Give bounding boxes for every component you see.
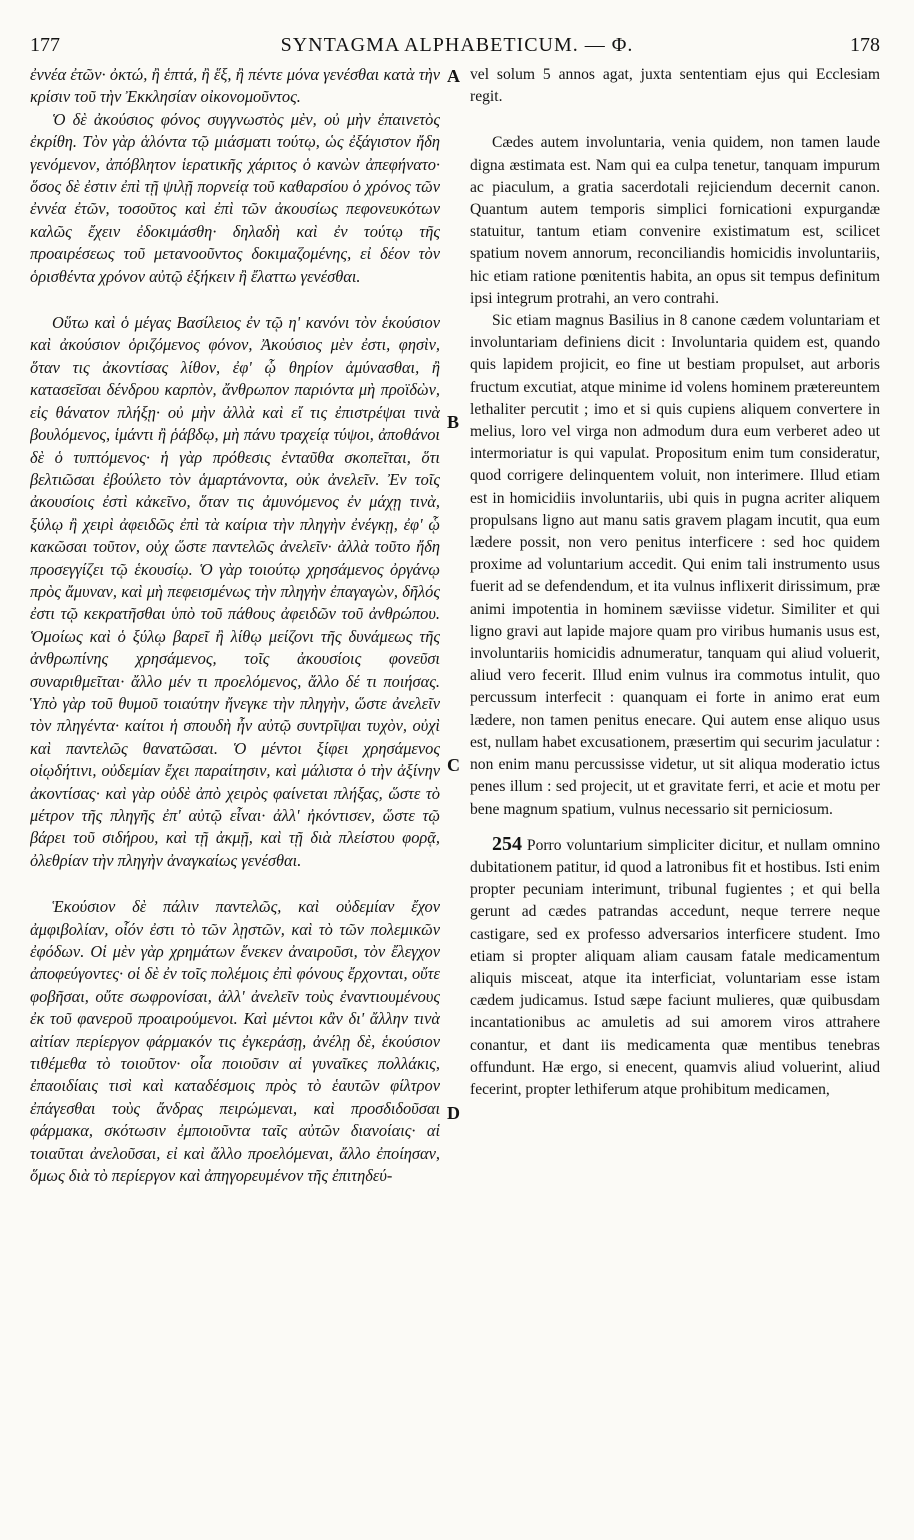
greek-paragraph: ἐννέα ἐτῶν· ὀκτώ, ἢ ἑπτά, ἢ ἕξ, ἢ πέντε μόνα γενέσθαι κατὰ τὴν κρίσιν τοῦ τὴν Ἐκκλησίαν οἰκονομοῦντος.	[30, 65, 440, 107]
section-number: 254	[492, 832, 522, 855]
latin-paragraph: Cædes autem involuntaria, venia quidem, non tamen laude digna æstimata est. Nam qui ea culpa tenetur, tanquam impurum ac piaculum, a gratia sacerdotali rejiciendum decernit canon. Quantum autem temporis simplici fornicationi expurgandæ statuitur, tantum etiam convenire existimatum est, scilicet spatium novem annorum, reconciliandis homicidis involuntariis, hic etiam ratione pœnitentis habita, an opus sit tempus definitum ipsi integrum protrahi, an vero contrahi.	[470, 134, 880, 307]
latin-paragraph: Porro voluntarium simpliciter dicitur, et nullam omnino dubitationem patitur, id quod a latronibus fit et hostibus. Isti enim propter pecuniam interimunt, tribunal fugientes ; et qui bella gerunt ad cædes patrandas accedunt, neque terrere neque castigare, sed ex professo adversarios interficere student. Imo etiam si propter aliquam aliam causam fatale medicamentum aliquis misceat, atque ita interficiat, voluntariam esse istam cædem judicamus. Istud sæpe faciunt mulieres, quæ quibusdam incantationibus ac amuletis ad sui amorem viros attrahere conantur, et dant iis medicamenta quæ mentibus tenebras offundunt. Hæ ergo, si enecent, quamvis aliud voluerint, aliud fecerint, propter lethiferum atque prohibitum medicamen,	[470, 836, 880, 1098]
margin-letter-c: C	[447, 755, 460, 775]
latin-paragraph-with-section	[470, 833, 880, 1101]
page-number-right: 178	[850, 34, 880, 56]
greek-paragraph: Οὕτω καὶ ὁ μέγας Βασίλειος ἐν τῷ η' κανόνι τὸν ἑκούσιον καὶ ἀκούσιον ὁριζόμενος φόνον, Ἀκούσιος μὲν ἐστι, φησὶν, ὅταν τις ἀκοντίσας λίθον, ἐφ' ᾧ θηρίον ἀμύνασθαι, ἢ κατασεῖσαι δένδρου καρπὸν, ἄνθρωπον παριόντα μὴ προϊδὼν, εἰς θάνατον πλήξῃ· οὐ μὴν ἀλλὰ καὶ εἴ τις ἐπιστρέψαι τινὰ βουλόμενος, ἱμάντι ἢ ῥάβδῳ, μὴ πάνυ τραχείᾳ τύψοι, ἀποθάνοι δὲ ὁ τυπτόμενος· ἡ γὰρ πρόθεσις ἐνταῦθα σκοπεῖται, ὅτι βελτιῶσαι ἐβούλετο τὸν ἁμαρτάνοντα, οὐκ ἀνελεῖν. Ἐν τοῖς ἀκουσίοις ἐστὶ κἀκεῖνο, ὅταν τις ἀμυνόμενος ἐν μάχῃ τινὰ, ξύλῳ ἢ χειρὶ ἀφειδῶς ἐπὶ τὰ καίρια τὴν πληγὴν ἐνέγκῃ, ἐφ' ᾧ κακῶσαι τοῦτον, οὐχ ὥστε παντελῶς ἀνελεῖν· ἀλλὰ τοῦτο ἤδη προσεγγίζει τῷ ἑκουσίῳ. Ὁ γὰρ τοιούτῳ χρησάμενος ὀργάνῳ πρὸς ἄμυναν, καὶ μὴ πεφεισμένως τὴν πληγὴν ἐπαγαγὼν, δῆλός ἐστι τῷ κεκρατῆσθαι ὑπὸ τοῦ πάθους ἀφειδῶν τοῦ ἀνθρώπου. Ὁμοίως καὶ ὁ ξύλῳ βαρεῖ ἢ λίθῳ μείζονι τῆς δυνάμεως τῆς ἀνθρωπίνης χρησάμενος, τοῖς ἀκουσίοις φονεῦσι συναριθμεῖται· ἄλλο μέν τι προελόμενος, ἄλλο δέ τι ποιήσας. Ὑπὸ γὰρ τοῦ θυμοῦ τοιαύτην ἤνεγκε τὴν πληγὴν, ὥστε ἀνελεῖν τὸν πληγέντα· καίτοι ἡ σπουδὴ ἦν αὐτῷ συντρῖψαι τυχὸν, οὐχὶ καὶ παντελῶς θανατῶσαι. Ὁ μέντοι ξίφει χρησάμενος οἱῳδήτινι, οὐδεμίαν ἔχει παραίτησιν, καὶ μάλιστα ὁ τὴν ἀξίνην ἀκοντίσας· καὶ γὰρ οὐδὲ ἀπὸ χειρὸς φαίνεται πλήξας, ὥστε τὸ μέτρον τῆς πληγῆς ἐπ' αὐτῷ εἶναι· ἀλλ' ἠκόντισεν, ὥστε τῷ βάρει τοῦ σιδήρου, καὶ τῇ ἀκμῇ, καὶ τῇ διὰ πλείστου φορᾷ, ὀλεθρίαν τὴν πληγὴν ἀναγκαίως γενέσθαι.	[30, 313, 440, 870]
margin-letter-b: B	[447, 412, 460, 432]
running-title: SYNTAGMA ALPHABETICUM. — Φ.	[280, 34, 634, 56]
page-number-left: 177	[30, 34, 60, 56]
latin-paragraph: Sic etiam magnus Basilius in 8 canone cædem voluntariam et involuntariam definiens dicit : Involuntaria quidem est, quando quis lapidem projicit, eo fine ut bestiam propulset, aut arboris fructum excutiat, atque minime id volens hominem prætereuntem lethaliter percutit ; imo et si quis cupiens aliquem convertere in melius, loro vel virga non admodum dura eum verberet adeo ut intermoriatur is qui vapulat. Propositum enim tum consideratur, quod corrigere delinquentem voluit, non interimere. Illud etiam est in homicidiis involuntariis, ubi quis in pugna acriter aliquem propulsans ligno aut manu satis gravem plagam incutit, qua eum lædere possit, non vero penitus interficere : sed hoc quidem proxime ad voluntarium accedit. Qui enim tali instrumento usus fuerit ad se defendendum, et ita vulnus inflixerit dirissimum, præ animi impotentia in hominem sæviisse videtur. Similiter et qui ligno gravi aut lapide majore quam pro viribus humanis usus est, involuntariis homicidis adnumeratur, tanquam qui aliud voluerit, aliud vero fecerit. Illud enim vulnus ira commotus intulit, quo percussum interfecit : quanquam ei forte in animo erat eum lædere, non tamen penitus enecare. Qui autem ense aliquo usus est, nullam habet excusationem, præsertim qui securim jaculatur : non enim manu percussisse videtur, ut sit aliqua moderatio ictus penes illum : sed projecit, ut et gravitate ferri, et acie et motu per bene magnum spatium, vulnus necessario sit perniciosum.	[470, 312, 880, 818]
greek-column	[30, 64, 440, 1530]
greek-paragraph: Ὁ δὲ ἀκούσιος φόνος συγγνωστὸς μὲν, οὐ μὴν ἐπαινετὸς ἐκρίθη. Τὸν γὰρ ἁλόντα τῷ μιάσματι τούτῳ, ὡς ἐξάγιστον ἤδη γενόμενον, ἀπόβλητον ἱερατικῆς χάριτος ὁ κανὼν ἀπεφήνατο· ὅσος δὲ ἐστιν ἐπὶ τῇ ψιλῇ πορνείᾳ τοῦ καθαρσίου ὁ χρόνος τῶν ἐννέα ἐτῶν, τοσοῦτος καὶ ἐπὶ τῶν ἀκουσίως πεφονευκότων καλῶς ἔχειν ἐδοκιμάσθη· δηλαδὴ καὶ ἐν τούτῳ τῆς προαιρέσεως τοῦ μετανοοῦντος δοκιμαζομένης, εἰ δέον τὸν ὁρισθέντα χρόνον αὐτῷ ἐξήκειν ἢ ἔλαττω γενέσθαι.	[30, 109, 440, 286]
greek-paragraph: Ἑκούσιον δὲ πάλιν παντελῶς, καὶ οὐδεμίαν ἔχον ἀμφιβολίαν, οἷόν ἐστι τὸ τῶν λῃστῶν, καὶ τὸ τῶν πολεμικῶν ἐφόδων. Οἱ μὲν γὰρ χρημάτων ἕνεκεν ἀναιροῦσι, τὸν ἔλεγχον ἀποφεύγοντες· οἱ δὲ ἐν τοῖς πολέμοις ἐπὶ φόνους ἔρχονται, οὔτε φοβῆσαι, οὔτε σωφρονίσαι, ἀλλ' ἀνελεῖν τοὺς ἐναντιουμένους ἐκ τοῦ φανεροῦ προαιρούμενοι. Καὶ μέντοι κἂν δι' ἄλλην τινὰ αἰτίαν περίεργον φάρμακόν τις ἐγκεράσῃ, ἀνέλῃ δὲ, ἑκούσιον τιθέμεθα τὸ τοιοῦτον· οἷα ποιοῦσιν αἱ γυναῖκες πολλάκις, ἐπαοιδίαις τισὶ καὶ καταδέσμοις πρὸς τὸ ἑαυτῶν φίλτρον ἐπάγεσθαι τοὺς ἄνδρας πειρώμεναι, καὶ προσδιδοῦσαι φάρμακα, σκότωσιν ἐμποιοῦντα ταῖς αὐτῶν διανοίαις· αἱ τοιαῦται ἀνελοῦσαι, εἰ καὶ ἄλλο προελόμεναι, ἄλλο ἐποίησαν, ὅμως διὰ τὸ περίεργον καὶ ἀπηγορευμένον τῆς ἐπιτηδεύ-	[30, 897, 440, 1186]
margin-letter-a: A	[447, 66, 460, 86]
page-header	[30, 34, 884, 60]
margin-letter-d: D	[447, 1103, 460, 1123]
latin-paragraph: vel solum 5 annos agat, juxta sententiam ejus qui Ecclesiam regit.	[470, 66, 880, 106]
latin-column	[470, 64, 880, 1530]
